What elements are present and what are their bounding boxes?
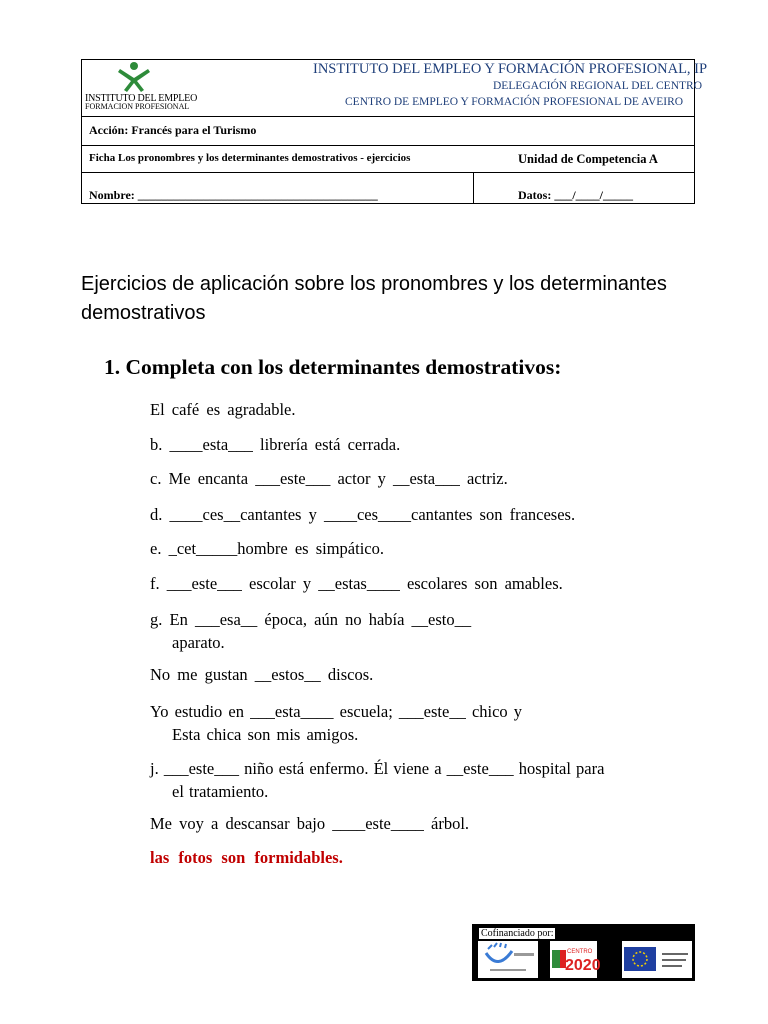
divider bbox=[82, 145, 694, 146]
sponsor-logo-2 bbox=[550, 941, 601, 978]
cofinancing-banner bbox=[472, 924, 695, 981]
divider bbox=[82, 172, 694, 173]
institute-logo bbox=[84, 60, 198, 117]
institute-name: INSTITUTO DEL EMPLEO Y FORMACIÓN PROFESIONAL, IP bbox=[313, 61, 708, 77]
exercise-item-text: f. ___este___ escolar y __estas____ escolares son amables. bbox=[150, 574, 563, 593]
exercise-item-text: g. En ___esa__ época, aún no había __esto__ bbox=[150, 610, 472, 629]
exercise-item bbox=[150, 539, 384, 559]
exercise-item bbox=[150, 469, 508, 489]
exercise-item-text: d. ____ces__cantantes y ____ces____cantantes son franceses. bbox=[150, 505, 576, 524]
svg-text:CENTRO: CENTRO bbox=[567, 949, 593, 955]
exercise-item bbox=[150, 665, 373, 685]
exercise-item-continuation: aparato. bbox=[172, 633, 225, 652]
exercise-item-text: las fotos son formidables. bbox=[150, 848, 343, 867]
exercise-item bbox=[150, 814, 469, 834]
sponsor-logo-1 bbox=[478, 941, 538, 978]
action-title: Acción: Francés para el Turismo bbox=[89, 123, 257, 137]
exercise-item bbox=[150, 400, 296, 420]
competence-unit: Unidad de Competencia A bbox=[518, 152, 658, 166]
exercise-item bbox=[150, 700, 522, 746]
exercise-item bbox=[150, 608, 471, 654]
portugal-2020-logo-icon bbox=[550, 941, 601, 978]
exercise-item-text: El café es agradable. bbox=[150, 400, 296, 419]
exercise-item bbox=[150, 435, 400, 455]
exercise-item bbox=[150, 505, 575, 525]
exercise-heading: 1. Completa con los determinantes demostrativos: bbox=[104, 355, 562, 379]
exercise-item-text: b. ____esta___ librería está cerrada. bbox=[150, 435, 401, 454]
header-table bbox=[81, 59, 708, 204]
logo-text-line2: FORMACION PROFESIONAL bbox=[85, 102, 190, 111]
regional-delegation: DELEGACIÓN REGIONAL DEL CENTRO bbox=[493, 80, 702, 92]
exercise-item bbox=[150, 757, 604, 803]
date-field[interactable]: Datos: ___/____/_____ bbox=[518, 188, 633, 202]
exercise-item-text: c. Me encanta ___este___ actor y __esta___ actriz. bbox=[150, 469, 508, 488]
exercise-item-continuation: Esta chica son mis amigos. bbox=[172, 725, 359, 744]
eu-flag-icon bbox=[622, 941, 692, 978]
exercise-item-text: Me voy a descansar bajo ____este____ árbol. bbox=[150, 814, 470, 833]
sponsor-logo-3 bbox=[622, 941, 692, 978]
divider bbox=[473, 172, 474, 204]
intro-heading: Ejercicios de aplicación sobre los pronombres y los determinantes demostrativos bbox=[81, 273, 667, 324]
exercise-item-text: j. ___este___ niño está enfermo. Él viene a __este___ hospital para bbox=[150, 759, 605, 778]
exercise-item-text: No me gustan __estos__ discos. bbox=[150, 665, 374, 684]
exercise-item-continuation: el tratamiento. bbox=[172, 782, 269, 801]
logo-text-line1: INSTITUTO DEL EMPLEO bbox=[85, 93, 198, 104]
sheet-title: Ficha Los pronombres y los determinantes demostrativos - ejercicios bbox=[89, 152, 411, 164]
exercise-item-text: e. _cet_____hombre es simpático. bbox=[150, 539, 384, 558]
cofinanced-label: Cofinanciado por: bbox=[481, 928, 554, 939]
exercise-item-text: Yo estudio en ___esta____ escuela; ___este__ chico y bbox=[150, 702, 523, 721]
hand-logo-icon bbox=[478, 941, 538, 978]
exercise-item bbox=[150, 574, 563, 594]
divider bbox=[82, 116, 694, 117]
institute-logo-icon bbox=[114, 61, 154, 93]
training-center: CENTRO DE EMPLEO Y FORMACIÓN PROFESIONAL DE AVEIRO bbox=[345, 96, 684, 108]
exercise-item-answer bbox=[150, 848, 343, 868]
svg-text:2020: 2020 bbox=[565, 957, 601, 974]
name-field[interactable]: Nombre: ________________________________________ bbox=[89, 188, 378, 202]
